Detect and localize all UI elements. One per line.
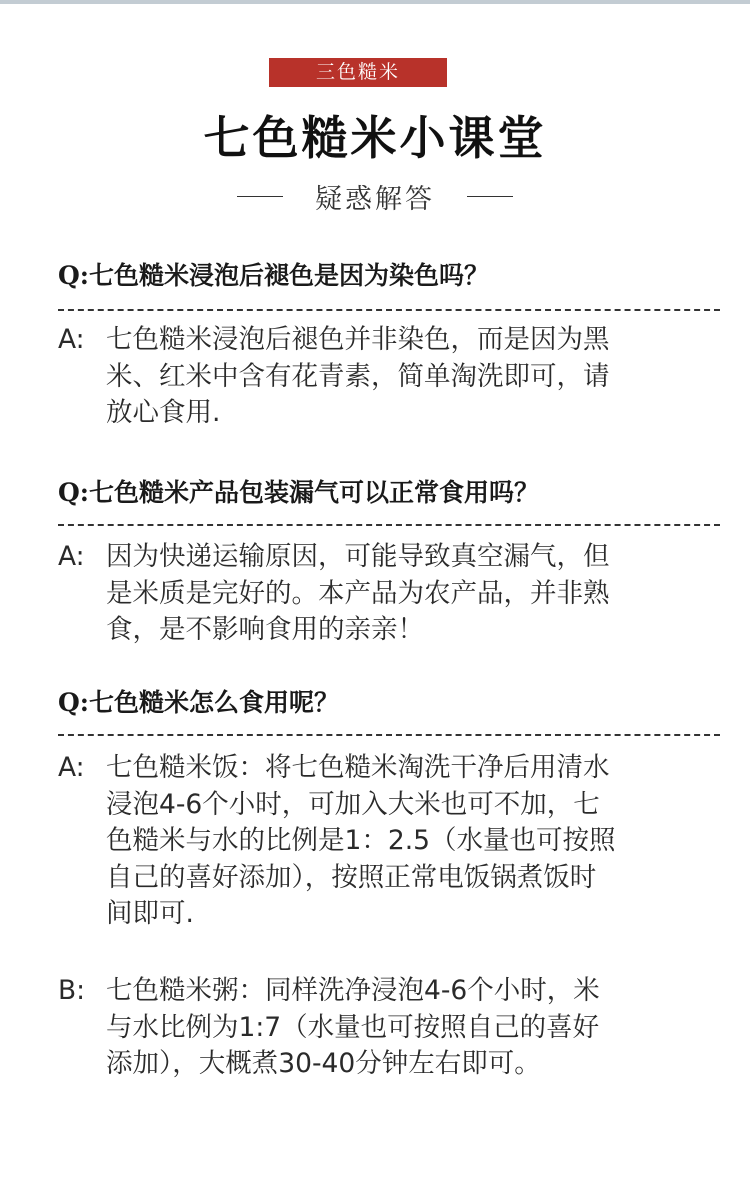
answer-1: [58, 322, 718, 432]
question-3-divider: [58, 734, 720, 736]
answer-2-label: A:: [58, 541, 85, 572]
answer-extra: [58, 973, 718, 1083]
answer-1-line-2: 米、红米中含有花青素，简单淘洗即可，请: [106, 360, 610, 392]
answer-extra-line-3: 添加），大概煮30-40分钟左右即可。: [106, 1048, 541, 1079]
question-3: Q:七色糙米怎么食用呢？: [58, 688, 340, 717]
answer-1-line-1: 七色糙米浸泡后褪色并非染色，而是因为黑: [106, 324, 610, 355]
subtitle: 疑惑解答: [315, 183, 435, 215]
subtitle-left-line: [237, 196, 283, 197]
question-2: Q:七色糙米产品包装漏气可以正常食用吗？: [58, 478, 540, 507]
answer-2-line-1: 因为快递运输原因，可能导致真空漏气，但: [106, 541, 610, 572]
subtitle-row: [0, 176, 750, 216]
answer-3: [58, 750, 718, 933]
answer-extra-line-2: 与水比例为1:7（水量也可按照自己的喜好: [106, 1011, 600, 1043]
answer-2-line-2: 是米质是完好的。本产品为农产品，并非熟: [106, 577, 610, 609]
answer-3-line-4: 自己的喜好添加），按照正常电饭锅煮饭时: [106, 861, 597, 893]
answer-1-line-3: 放心食用.: [106, 397, 221, 428]
answer-extra-line-1: 七色糙米粥：同样洗净浸泡4-6个小时，米: [106, 975, 600, 1006]
answer-3-line-3: 色糙米与水的比例是1：2.5（水量也可按照: [106, 825, 616, 856]
product-tag: 三色糙米: [269, 58, 447, 87]
page-title: 七色糙米小课堂: [203, 111, 547, 165]
answer-1-label: A:: [58, 324, 85, 355]
subtitle-right-line: [467, 196, 513, 197]
top-divider: [0, 0, 750, 4]
answer-2: [58, 539, 718, 649]
answer-3-label: A:: [58, 752, 85, 783]
answer-3-line-1: 七色糙米饭：将七色糙米淘洗干净后用清水: [106, 752, 610, 783]
question-1-divider: [58, 309, 720, 311]
question-2-divider: [58, 524, 720, 526]
question-1: Q:七色糙米浸泡后褪色是因为染色吗？: [58, 261, 490, 290]
answer-3-line-2: 浸泡4-6个小时，可加入大米也可不加，七: [106, 788, 600, 820]
answer-2-line-3: 食，是不影响食用的亲亲！: [106, 614, 424, 645]
answer-3-line-5: 间即可.: [106, 898, 194, 929]
answer-extra-label: B:: [58, 975, 86, 1006]
